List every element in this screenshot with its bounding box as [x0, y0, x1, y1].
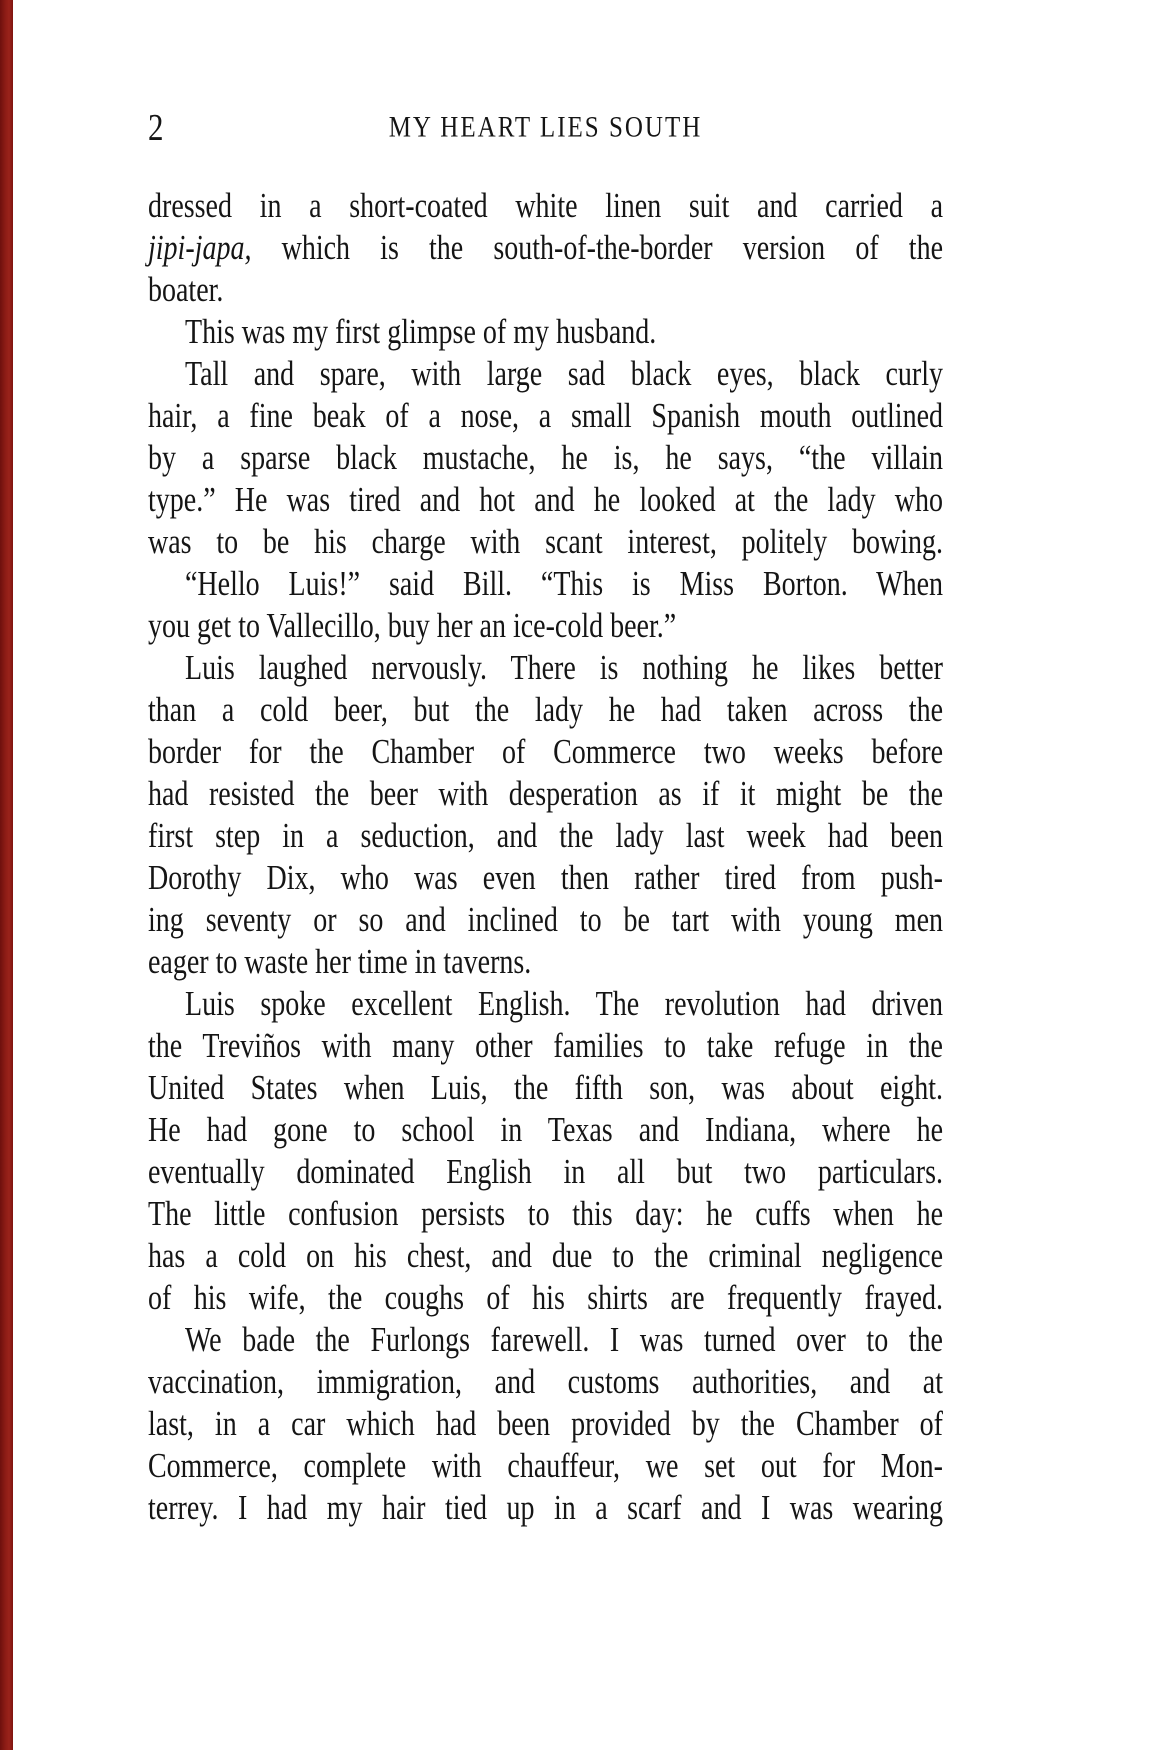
text-line: type.” He was tired and hot and he looked at the lady who	[148, 481, 943, 520]
text-line: This was my first glimpse of my husband.	[185, 313, 657, 352]
text-line: last, in a car which had been provided by the Chamber of	[148, 1405, 943, 1444]
italic-phrase: jipi-japa,	[148, 229, 252, 268]
text-line: Dorothy Dix, who was even then rather tired from push-	[148, 859, 943, 898]
page-number: 2	[148, 106, 164, 149]
text-line: had resisted the beer with desperation as if it might be the	[148, 775, 943, 814]
text-line: Tall and spare, with large sad black eyes, black curly	[185, 355, 943, 394]
book-spine-edge	[0, 0, 13, 1750]
text-line: has a cold on his chest, and due to the criminal negligence	[148, 1237, 943, 1276]
text-line: eager to waste her time in taverns.	[148, 943, 532, 982]
text-line: Commerce, complete with chauffeur, we set out for Mon-	[148, 1447, 943, 1486]
text-line: boater.	[148, 271, 224, 310]
text-line: of his wife, the coughs of his shirts are frequently frayed.	[148, 1279, 943, 1318]
text-line: than a cold beer, but the lady he had taken across the	[148, 691, 943, 730]
text-line: The little confusion persists to this day: he cuffs when he	[148, 1195, 943, 1234]
body-text	[148, 186, 943, 1530]
text-line: first step in a seduction, and the lady last week had been	[148, 817, 943, 856]
text-line: eventually dominated English in all but two particulars.	[148, 1153, 943, 1192]
text-line: dressed in a short-coated white linen suit and carried a	[148, 187, 943, 226]
text-line: We bade the Furlongs farewell. I was turned over to the	[185, 1321, 943, 1360]
text-line: terrey. I had my hair tied up in a scarf and I was wearing	[148, 1489, 943, 1528]
text-line: United States when Luis, the fifth son, was about eight.	[148, 1069, 943, 1108]
text-line: hair, a fine beak of a nose, a small Spanish mouth outlined	[148, 397, 943, 436]
text-line: ing seventy or so and inclined to be tart with young men	[148, 901, 943, 940]
text-line: by a sparse black mustache, he is, he says, “the villain	[148, 439, 943, 478]
text-line: He had gone to school in Texas and Indiana, where he	[148, 1111, 943, 1150]
text-line: the Treviños with many other families to take refuge in the	[148, 1027, 943, 1066]
text-line: was to be his charge with scant interest, politely bowing.	[148, 523, 943, 562]
text-line: “Hello Luis!” said Bill. “This is Miss Borton. When	[185, 565, 943, 604]
running-header-title: MY HEART LIES SOUTH	[388, 111, 703, 144]
text-line: you get to Vallecillo, buy her an ice-cold beer.”	[148, 607, 677, 646]
text-line: border for the Chamber of Commerce two weeks before	[148, 733, 943, 772]
text-line: Luis laughed nervously. There is nothing he likes better	[185, 649, 943, 688]
text-line: jipi-japa, which is the south-of-the-border version of the	[148, 229, 943, 268]
text-line: vaccination, immigration, and customs authorities, and at	[148, 1363, 943, 1402]
text-line: Luis spoke excellent English. The revolution had driven	[185, 985, 943, 1024]
running-head-row	[148, 106, 943, 150]
